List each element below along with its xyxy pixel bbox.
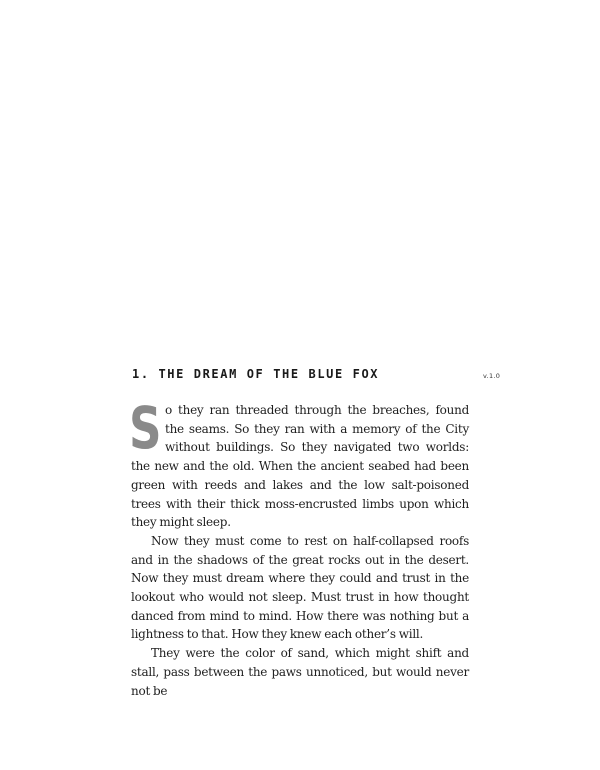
paragraph-1-text: o they ran threaded through the breaches, found the seams. So they ran with a memory of the City without buildings. So they navigated two worlds: the new and the old. When the ancient seabed had been green with reeds and lakes and the low salt-poisoned trees with their thick moss-encrusted limbs upon which they might sleep.: [131, 403, 469, 530]
chapter-heading: 1. THE DREAM OF THE BLUE FOX: [132, 367, 380, 381]
paragraph-3: They were the color of sand, which might shift and stall, pass between the paws unnoticed, but would never not be: [131, 646, 469, 698]
version-tag: v.1.0: [483, 372, 501, 380]
paragraph-1: [129, 394, 469, 532]
chapter-body: [129, 394, 469, 700]
drop-cap: S: [129, 394, 162, 462]
paragraph-2: Now they must come to rest on half-collapsed roofs and in the shadows of the great rocks out in the desert. Now they must dream where they could and trust in the lookout who would not sleep. Must trust in how thought danced from mind to mind. How there was nothing but a lightness to that. How they knew each other’s will.: [131, 533, 469, 642]
